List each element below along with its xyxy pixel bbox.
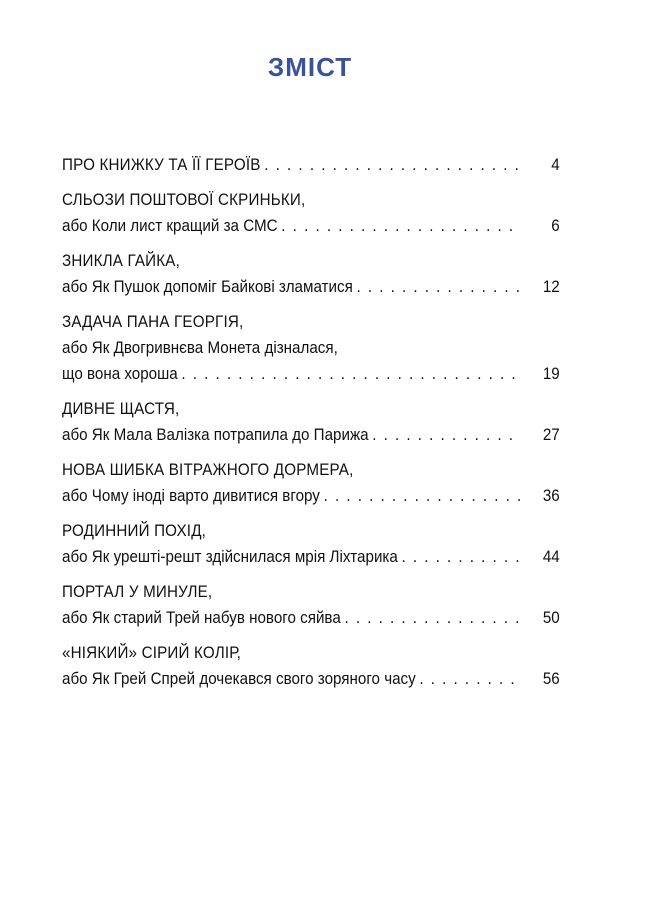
toc-entry-title: «НІЯКИЙ» СІРИЙ КОЛІР, [62, 644, 242, 662]
toc-line [62, 457, 560, 483]
dot-leader [181, 361, 521, 387]
dot-leader [372, 422, 521, 448]
toc-page-number: 44 [542, 548, 560, 566]
toc-entry-title: ДИВНЕ ЩАСТЯ, [62, 400, 180, 418]
toc-entry-title: СЛЬОЗИ ПОШТОВОЇ СКРИНЬКИ, [62, 191, 306, 209]
dot-leader [419, 666, 521, 692]
toc-line [62, 605, 560, 631]
dot-leader [402, 544, 522, 570]
toc-line [62, 152, 560, 178]
toc-line [62, 309, 560, 335]
toc-page-number: 27 [542, 426, 560, 444]
toc-entry-title: ЗАДАЧА ПАНА ГЕОРГІЯ, [62, 313, 244, 331]
toc-entry[interactable] [62, 579, 560, 631]
toc-line [62, 213, 560, 239]
toc-line [62, 544, 560, 570]
toc-page-number: 6 [551, 217, 560, 235]
toc-entry-title: ПРО КНИЖКУ ТА ЇЇ ГЕРОЇВ [62, 156, 261, 174]
toc-line [62, 248, 560, 274]
toc-entry-title: ЗНИКЛА ГАЙКА, [62, 252, 181, 270]
toc-line [62, 396, 560, 422]
toc-line [62, 666, 560, 692]
toc-line [62, 274, 560, 300]
toc-entry[interactable] [62, 187, 560, 239]
toc-entry[interactable] [62, 518, 560, 570]
toc-entry-subtitle: або Чому іноді варто дивитися вгору [62, 487, 320, 505]
dot-leader [356, 274, 521, 300]
toc-line [62, 187, 560, 213]
toc-entry-subtitle: або Як старий Трей набув нового сяйва [62, 609, 341, 627]
dot-leader [324, 483, 522, 509]
toc-entry[interactable] [62, 457, 560, 509]
toc-page-number: 12 [542, 278, 560, 296]
toc-entry-subtitle: або Як Двогривнєва Монета дізналася, [62, 339, 338, 357]
toc-line [62, 640, 560, 666]
toc-entry-subtitle: або Як Грей Спрей дочекався свого зоряного часу [62, 670, 416, 688]
toc-page-number: 36 [542, 487, 560, 505]
toc-entry-subtitle: або Коли лист кращий за СМС [62, 217, 278, 235]
dot-leader [281, 213, 521, 239]
dot-leader [264, 152, 521, 178]
toc-line [62, 483, 560, 509]
toc-entry[interactable] [62, 248, 560, 300]
toc-entry-title: РОДИННИЙ ПОХІД, [62, 522, 207, 540]
toc-line [62, 422, 560, 448]
toc-entry-title: НОВА ШИБКА ВІТРАЖНОГО ДОРМЕРА, [62, 461, 354, 479]
toc-entry-subtitle: або Як Мала Валізка потрапила до Парижа [62, 426, 369, 444]
toc-line [62, 361, 560, 387]
toc-entry[interactable] [62, 152, 560, 178]
toc-page-number: 50 [542, 609, 560, 627]
toc-entry-subtitle: що вона хороша [62, 365, 178, 383]
toc-entry-title: ПОРТАЛ У МИНУЛЕ, [62, 583, 213, 601]
toc-entry-subtitle: або Як урешті-решт здійснилася мрія Ліхтарика [62, 548, 398, 566]
toc-entry[interactable] [62, 309, 560, 387]
page-title: ЗМІСТ [267, 52, 353, 82]
toc-entry[interactable] [62, 396, 560, 448]
toc-entry[interactable] [62, 640, 560, 692]
table-of-contents [62, 152, 560, 701]
toc-page-number: 56 [542, 670, 560, 688]
toc-page-number: 19 [542, 365, 560, 383]
toc-line [62, 579, 560, 605]
dot-leader [344, 605, 521, 631]
toc-line [62, 518, 560, 544]
toc-page-number: 4 [551, 156, 560, 174]
toc-line [62, 335, 560, 361]
toc-entry-subtitle: або Як Пушок допоміг Байкові зламатися [62, 278, 353, 296]
